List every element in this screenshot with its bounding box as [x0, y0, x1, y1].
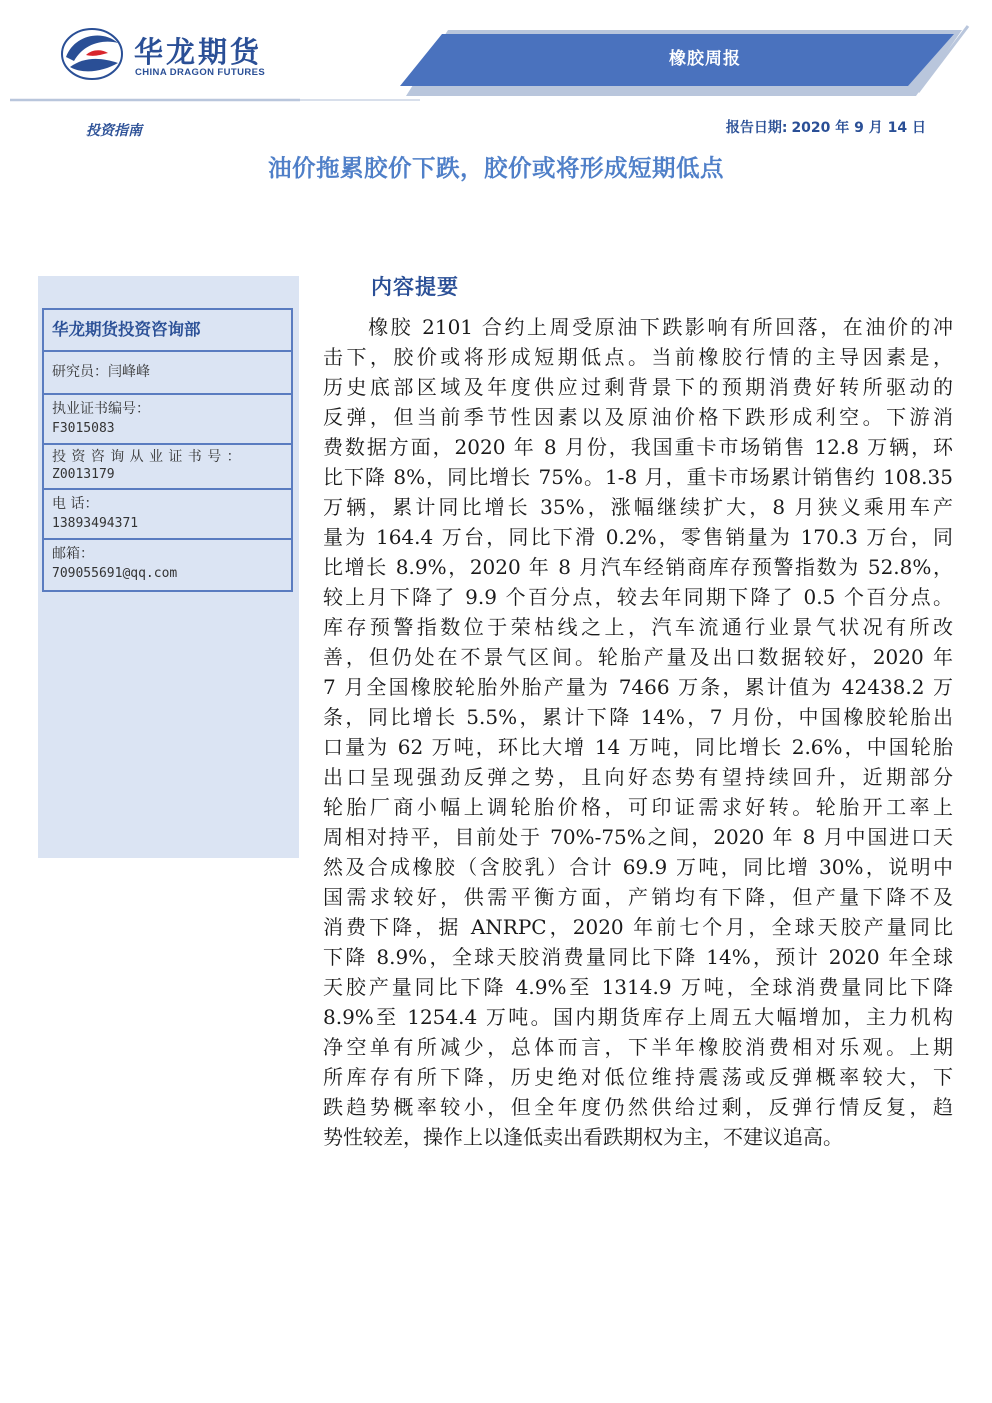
summary-line: 然及合成橡胶（含胶乳）合计 69.9 万吨，同比增 30%，说明中: [323, 855, 953, 879]
consult-license-number: Z0013179: [52, 467, 115, 482]
analyst-name: 研究员：闫峰峰: [52, 364, 150, 380]
license-cell: [44, 395, 291, 445]
consult-license-label: 投资咨询从业证书号：: [52, 449, 246, 465]
report-category: 投资指南: [86, 123, 142, 139]
phone-cell: [44, 490, 291, 540]
department-name: 华龙期货投资咨询部: [52, 320, 201, 339]
summary-line: 轮胎厂商小幅上调轮胎价格，可印证需求好转。轮胎开工率上: [323, 795, 953, 819]
summary-line: 历史底部区域及年度供应过剩背景下的预期消费好转所驱动的: [323, 375, 953, 399]
summary-line: 口量为 62 万吨，环比大增 14 万吨，同比增长 2.6%，中国轮胎: [323, 735, 953, 759]
summary-line: 天胶产量同比下降 4.9%至 1314.9 万吨，全球消费量同比下降: [323, 975, 953, 999]
report-date: [726, 117, 926, 137]
email-cell: [44, 540, 291, 590]
summary-line: 万辆，累计同比增长 35%，涨幅继续扩大，8 月狭义乘用车产: [323, 495, 953, 519]
summary-line: 库存预警指数位于荣枯线之上，汽车流通行业景气状况有所改: [323, 615, 953, 639]
department-cell: [44, 310, 291, 352]
summary-line: 比增长 8.9%，2020 年 8 月汽车经销商库存预警指数为 52.8%，: [323, 555, 953, 579]
summary-line: 8.9%至 1254.4 万吨。国内期货库存上周五大幅增加，主力机构: [323, 1005, 953, 1029]
license-label: 执业证书编号：: [52, 401, 150, 417]
summary-line: 势性较差，操作上以逢低卖出看跌期权为主，不建议追高。: [323, 1125, 843, 1149]
company-name-en: CHINA DRAGON FUTURES: [135, 67, 266, 78]
license-number: F3015083: [52, 421, 115, 436]
report-date-label: 报告日期:: [725, 120, 788, 136]
phone-label: 电 话：: [52, 496, 99, 512]
report-date-value: 2020 年 9 月 14 日: [791, 120, 926, 136]
consult-license-cell: [44, 445, 291, 490]
analyst-cell: [44, 352, 291, 395]
summary-line: 费数据方面，2020 年 8 月份，我国重卡市场销售 12.8 万辆，环: [323, 435, 953, 459]
summary-line: 跌趋势概率较小，但全年度仍然供给过剩，反弹行情反复，趋: [323, 1095, 953, 1119]
report-title: 油价拖累胶价下跌，胶价或将形成短期低点: [268, 154, 724, 182]
summary-line: 净空单有所减少，总体而言，下半年橡胶消费相对乐观。上期: [323, 1035, 953, 1059]
summary-line: 击下，胶价或将形成短期低点。当前橡胶行情的主导因素是，: [323, 345, 953, 369]
analyst-sidebar: [38, 276, 299, 858]
summary-line: 橡胶 2101 合约上周受原油下跌影响有所回落，在油价的冲: [323, 315, 953, 339]
phone-number: 13893494371: [52, 516, 139, 531]
report-type-banner: 橡胶周报: [669, 49, 741, 69]
summary-body: [323, 312, 953, 1152]
summary-line: 善，但仍处在不景气区间。轮胎产量及出口数据较好，2020 年: [323, 645, 953, 669]
summary-line: 反弹，但当前季节性因素以及原油价格下跌形成利空。下游消: [323, 405, 953, 429]
report-header: [0, 0, 992, 110]
header-banner: [0, 0, 992, 110]
summary-line: 出口呈现强劲反弹之势，且向好态势有望持续回升，近期部分: [323, 765, 953, 789]
summary-line: 比下降 8%，同比增长 75%。1-8 月，重卡市场累计销售约 108.35: [323, 465, 953, 489]
summary-line: 量为 164.4 万台，同比下滑 0.2%，零售销量为 170.3 万台，同: [323, 525, 953, 549]
summary-line: 下降 8.9%，全球天胶消费量同比下降 14%，预计 2020 年全球: [323, 945, 953, 969]
analyst-info-box: [42, 308, 293, 592]
summary-line: 周相对持平，目前处于 70%-75%之间，2020 年 8 月中国进口天: [323, 825, 953, 849]
summary-line: 所库存有所下降，历史绝对低位维持震荡或反弹概率较大，下: [323, 1065, 953, 1089]
summary-heading: 内容提要: [371, 275, 459, 299]
summary-line: 7 月全国橡胶轮胎外胎产量为 7466 万条，累计值为 42438.2 万: [323, 675, 953, 699]
summary-line: 较上月下降了 9.9 个百分点，较去年同期下降了 0.5 个百分点。: [323, 585, 953, 609]
email-address: 709055691@qq.com: [52, 566, 178, 581]
email-label: 邮箱：: [52, 546, 94, 562]
summary-line: 消费下降，据 ANRPC，2020 年前七个月，全球天胶产量同比: [323, 915, 953, 939]
company-name-cn: 华龙期货: [134, 35, 263, 69]
summary-line: 条，同比增长 5.5%，累计下降 14%，7 月份，中国橡胶轮胎出: [323, 705, 953, 729]
summary-line: 国需求较好，供需平衡方面，产销均有下降，但产量下降不及: [323, 885, 953, 909]
